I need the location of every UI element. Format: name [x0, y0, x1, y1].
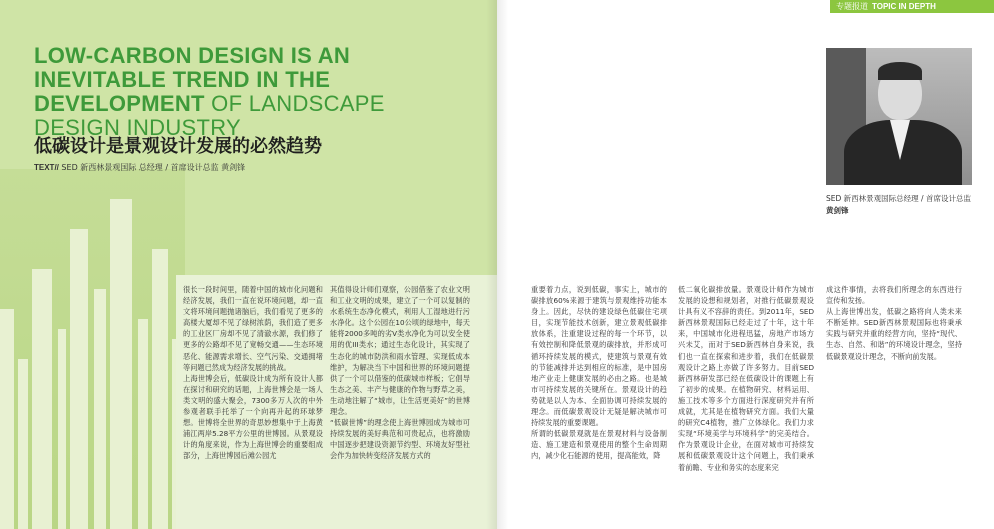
column-2-text: 其值得设计师们观察，公园借鉴了农业文明和工业文明的成果，建立了一个可以复制的水系统生态净化模式，利用人工湿地进行污水净化。这个公园在10公顷的绿地中，每天能将2000多吨的劣V类水净化为可以安全使用的优III类水；通过生态化设计，其实现了生态化的城市防洪和雨水管理、实现低成本维护，为解决当下中国和世界的环境问题提供了一个可以借鉴的低碳城市样板；它倡导生态之美、丰产与健康的作物与野草之美，生动地注解了“城市，让生活更美好”的世博理念。 “低碳世博”的理念使上海世博园成为城市可持续发展的美好典范和可贵起点，也将激励中国逐步把建设资源节约型、环境友好型社会作为加快转变经济发展方式的 [330, 285, 470, 461]
body-column-1 [183, 284, 323, 526]
byline-prefix: TEXT// [34, 163, 59, 172]
caption-name: 黄剑锋 [826, 206, 849, 215]
column-3-text: 重要着力点，说到低碳，事实上，城市的碳排放60%来源于建筑与景观维持功能本身上。因此，尽快的建设绿色低碳住宅项目，实现节能技术创新，建立景观低碳排放体系，注重建设过程的每一个环节，以有效控制和降低景观的碳排放，并形成可循环持续发展的模式，使建筑与景观有效的节能减排并达到相应的标准，是中国房地产业走上健康发展的必由之路。也是城市可持续发展的关键所在。景观设计的趋势就是以人为本、全面协调可持续发展的理念。而低碳景观设计无疑是解决城市可持续发展的重要课题。 所谓的低碳景观就是在景观材料与设备制造、施工建造和景观使用的整个生命周期内，减少化石能源的使用，提高能效，降 [531, 285, 667, 461]
portrait-caption [826, 193, 986, 217]
page-gutter [486, 0, 508, 529]
section-label-en: TOPIC IN DEPTH [872, 2, 936, 11]
column-1-text: 很长一段时间里，随着中国的城市化问题和经济发展，我们一直在说环境问题，却一直文将环境问题抛诸脑后，我们看见了更多的高楼大厦却不见了绿树浓荫，我们造了更多的工业区厂房却不见了清澈水源，我们修了更多的公路却不见了宽畅交通——生态环境恶化、能源需求增长、空气污染、交通拥堵等问题已然成为经济发展的挑战。 上海世博会后，低碳设计成为所有设计人都在探讨和研究的话题，上海世博会是一场人类文明的盛大聚会，7300多万人次的中外参观者联手托举了一个向再升起的环球梦想。世博将全世界的奇思妙想集中于上海黄浦江两岸5.28平方公里的世博园。从景观设计的角度来说，作为上海世博会的重要组成部分，上海世博园后滩公园尤 [183, 285, 323, 461]
body-column-2 [330, 284, 470, 526]
caption-role: SED 新西林景观国际总经理 / 首席设计总监 [826, 194, 971, 203]
title-en-light: OF LANDSCAPE DESIGN INDUSTRY [34, 91, 385, 140]
author-portrait [826, 48, 972, 185]
column-4-text: 低二氧化碳排放量。景观设计师作为城市发展的设想和规划者，对推行低碳景观设计具有义不容辞的责任。到2011年，SED新西林景观国际已经走过了十年，这十年来，中国城市化进程迅猛，房地产市场方兴未艾，而对于SED新西林自身来说，我们也一直在探索和进步着，我们在低碳景观设计之路上亦做了许多努力。目前SED新西林研发部已经在低碳设计的课题上有了初步的成果。在植物研究、材料运用、施工技术等多个方面进行深度研究并有所成就，尤其是在植物研究方面。我们大量的研究C4植物，推广立体绿化。我们力求实现“环境美学与环境科学”的完美结合。作为景观设计企业，在面对城市可持续发展和低碳景观设计这个问题上，我们秉承着前瞻、专业和务实的态度来完 [678, 285, 814, 472]
body-column-3 [531, 284, 667, 526]
byline [34, 162, 245, 173]
column-5-text: 成这件事情，去将我们所理念的东西进行宣传和发扬。 从上海世博出发，低碳之路将向人类未来不断延伸。SED新西林景观国际也将秉承实践与研究并重的经营方向，坚持“现代、生态、自然、和谐”的环境设计理念，坚持低碳景观设计理念，不断向前发展。 [826, 285, 962, 361]
title-en-bold: LOW-CARBON DESIGN IS AN INEVITABLE TREND IN THE DEVELOPMENT [34, 43, 351, 116]
city-skyline-graphic [0, 169, 185, 529]
byline-text: SED 新西林景观国际 总经理 / 首席设计总监 黄剑锋 [58, 163, 246, 172]
body-column-4 [678, 284, 814, 526]
body-column-5 [826, 284, 962, 526]
article-title-en [34, 44, 474, 140]
section-label-cn: 专题报道 [836, 2, 868, 11]
section-header [830, 0, 994, 13]
article-title-cn: 低碳设计是景观设计发展的必然趋势 [34, 136, 322, 157]
